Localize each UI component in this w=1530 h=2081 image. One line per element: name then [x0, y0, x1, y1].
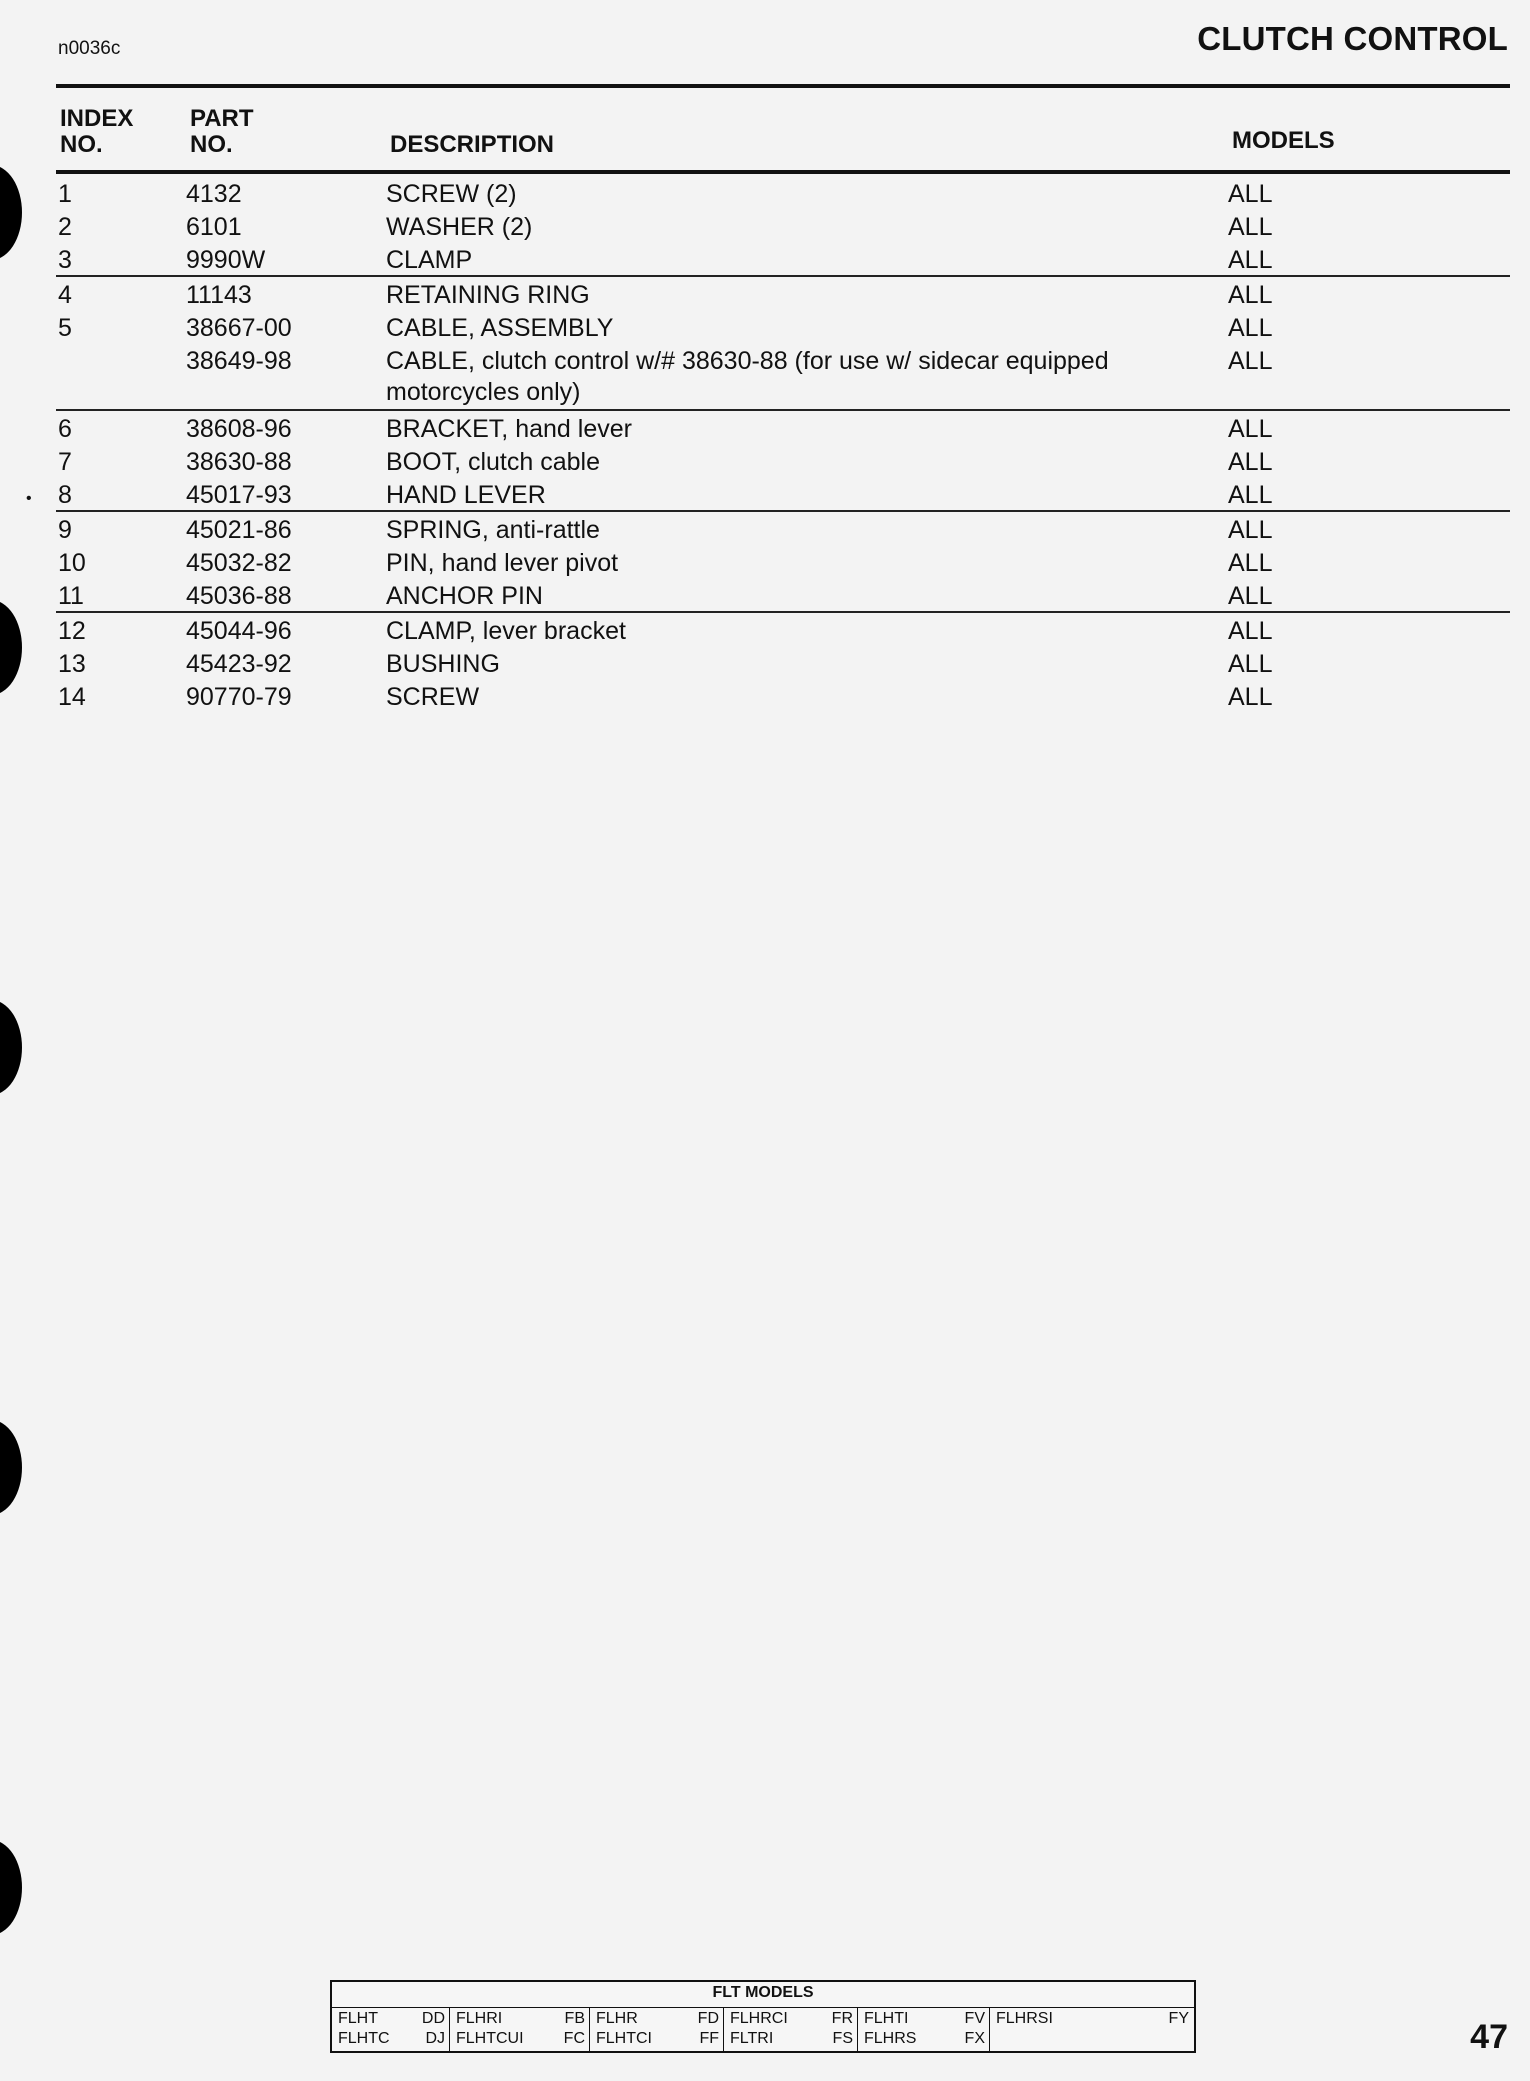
index-cell: 4: [58, 281, 72, 309]
header-part-line2: NO.: [190, 131, 233, 158]
model-code: FY: [1168, 2010, 1189, 2027]
table-row: [56, 242, 1510, 275]
part-number-cell: 45021-86: [186, 516, 292, 544]
description-cell: RETAINING RING: [386, 281, 590, 309]
description-cell: CABLE, ASSEMBLY: [386, 314, 614, 342]
header-index-line2: NO.: [60, 131, 103, 158]
model-name: FLHTCI: [596, 2030, 652, 2047]
table-row: [56, 176, 1510, 209]
table-row: [56, 510, 1510, 545]
description-cell: CABLE, clutch control w/# 38630-88 (for use w/ sidecar equipped motorcycles only): [386, 347, 1109, 406]
model-code: DD: [421, 2010, 445, 2027]
model-code: FV: [964, 2010, 985, 2027]
model-name: FLTRI: [730, 2030, 774, 2047]
legend-cell: [724, 2008, 858, 2051]
index-cell: 6: [58, 415, 72, 443]
model-name: FLHT: [338, 2010, 378, 2027]
description-cell: SPRING, anti-rattle: [386, 516, 600, 544]
parts-table: [56, 176, 1510, 712]
models-cell: ALL: [1228, 180, 1273, 208]
models-cell: ALL: [1228, 281, 1273, 309]
header-part-line1: PART: [190, 105, 254, 132]
description-cell: SCREW: [386, 683, 480, 711]
part-number-cell: 45032-82: [186, 549, 292, 577]
description-cell: CLAMP, lever bracket: [386, 617, 626, 645]
legend-cell: [332, 2008, 450, 2051]
index-cell: 13: [58, 650, 86, 678]
description-cell: ANCHOR PIN: [386, 582, 543, 610]
legend-cell: [990, 2008, 1193, 2051]
index-cell: 9: [58, 516, 72, 544]
page-title: CLUTCH CONTROL: [1197, 20, 1508, 57]
header-index: [60, 106, 133, 158]
description-cell: PIN, hand lever pivot: [386, 549, 619, 577]
part-number-cell: 9990W: [186, 246, 266, 274]
models-cell: ALL: [1228, 549, 1273, 577]
part-number-cell: 90770-79: [186, 683, 292, 711]
table-row: [56, 209, 1510, 242]
model-code: DJ: [425, 2030, 445, 2047]
model-code: FB: [564, 2010, 585, 2027]
header-description: DESCRIPTION: [390, 131, 555, 158]
index-cell: 1: [58, 180, 72, 208]
table-row: [56, 343, 1510, 409]
index-cell: 11: [58, 582, 84, 610]
legend-cell: [590, 2008, 724, 2051]
part-number-cell: 11143: [186, 281, 252, 309]
top-rule: [56, 84, 1510, 88]
header-rule: [56, 170, 1510, 174]
index-cell: 3: [58, 246, 72, 274]
index-cell: 2: [58, 213, 72, 241]
table-row: [56, 409, 1510, 444]
model-name: FLHRI: [456, 2010, 503, 2027]
binder-hole: [0, 1420, 22, 1515]
model-name: FLHTC: [338, 2030, 390, 2047]
models-cell: ALL: [1228, 213, 1273, 241]
part-number-cell: 4132: [186, 180, 242, 208]
table-row: [56, 578, 1510, 611]
description-cell: HAND LEVER: [386, 481, 546, 509]
model-name: FLHTCUI: [456, 2030, 524, 2047]
table-row: [56, 646, 1510, 679]
description-cell: WASHER (2): [386, 213, 533, 241]
header-index-line1: INDEX: [60, 105, 134, 132]
page-number: 47: [1470, 2018, 1508, 2056]
binder-hole: [0, 600, 22, 695]
index-cell: 7: [58, 448, 72, 476]
table-row: [56, 275, 1510, 310]
model-code: FD: [697, 2010, 719, 2027]
description-cell: SCREW (2): [386, 180, 517, 208]
model-name: FLHR: [596, 2010, 638, 2027]
models-cell: ALL: [1228, 516, 1273, 544]
models-cell: ALL: [1228, 650, 1273, 678]
part-number-cell: 38630-88: [186, 448, 292, 476]
index-cell: 12: [58, 617, 86, 645]
model-code: FC: [563, 2030, 585, 2047]
part-number-cell: 6101: [186, 213, 242, 241]
binder-hole: [0, 1840, 22, 1935]
scan-mark: •: [26, 490, 32, 507]
index-cell: 5: [58, 314, 72, 342]
part-number-cell: 45423-92: [186, 650, 292, 678]
part-number-cell: 45017-93: [186, 481, 292, 509]
table-row: [56, 611, 1510, 646]
index-cell: 8: [58, 481, 72, 509]
legend-title: FLT MODELS: [712, 1984, 814, 2001]
table-row: [56, 310, 1510, 343]
models-cell: ALL: [1228, 448, 1273, 476]
binder-hole: [0, 1000, 22, 1095]
binder-hole: [0, 165, 22, 260]
part-number-cell: 38667-00: [186, 314, 292, 342]
model-code: FR: [831, 2010, 853, 2027]
header-part: [190, 106, 254, 158]
models-cell: ALL: [1228, 582, 1273, 610]
models-cell: ALL: [1228, 347, 1273, 375]
models-cell: ALL: [1228, 415, 1273, 443]
legend-cell: [450, 2008, 590, 2051]
models-cell: ALL: [1228, 314, 1273, 342]
table-row: [56, 545, 1510, 578]
part-number-cell: 38608-96: [186, 415, 292, 443]
model-code: FX: [964, 2030, 985, 2047]
model-name: FLHRSI: [996, 2010, 1053, 2027]
description-cell: CLAMP: [386, 246, 473, 274]
index-cell: 10: [58, 549, 86, 577]
index-cell: 14: [58, 683, 86, 711]
model-code: FF: [699, 2030, 719, 2047]
part-number-cell: 38649-98: [186, 347, 292, 375]
models-cell: ALL: [1228, 481, 1273, 509]
description-cell: BUSHING: [386, 650, 500, 678]
figure-code: n0036c: [58, 38, 121, 59]
models-cell: ALL: [1228, 683, 1273, 711]
model-name: FLHRCI: [730, 2010, 788, 2027]
header-models: MODELS: [1232, 127, 1335, 154]
legend-cell: [858, 2008, 990, 2051]
table-row: [56, 679, 1510, 712]
part-number-cell: 45036-88: [186, 582, 292, 610]
models-cell: ALL: [1228, 617, 1273, 645]
model-name: FLHRS: [864, 2030, 917, 2047]
table-row: [56, 477, 1510, 510]
flt-models-legend: [330, 1980, 1196, 2053]
description-cell: BOOT, clutch cable: [386, 448, 600, 476]
description-cell: BRACKET, hand lever: [386, 415, 632, 443]
table-row: [56, 444, 1510, 477]
model-code: FS: [832, 2030, 853, 2047]
part-number-cell: 45044-96: [186, 617, 292, 645]
models-cell: ALL: [1228, 246, 1273, 274]
model-name: FLHTI: [864, 2010, 909, 2027]
